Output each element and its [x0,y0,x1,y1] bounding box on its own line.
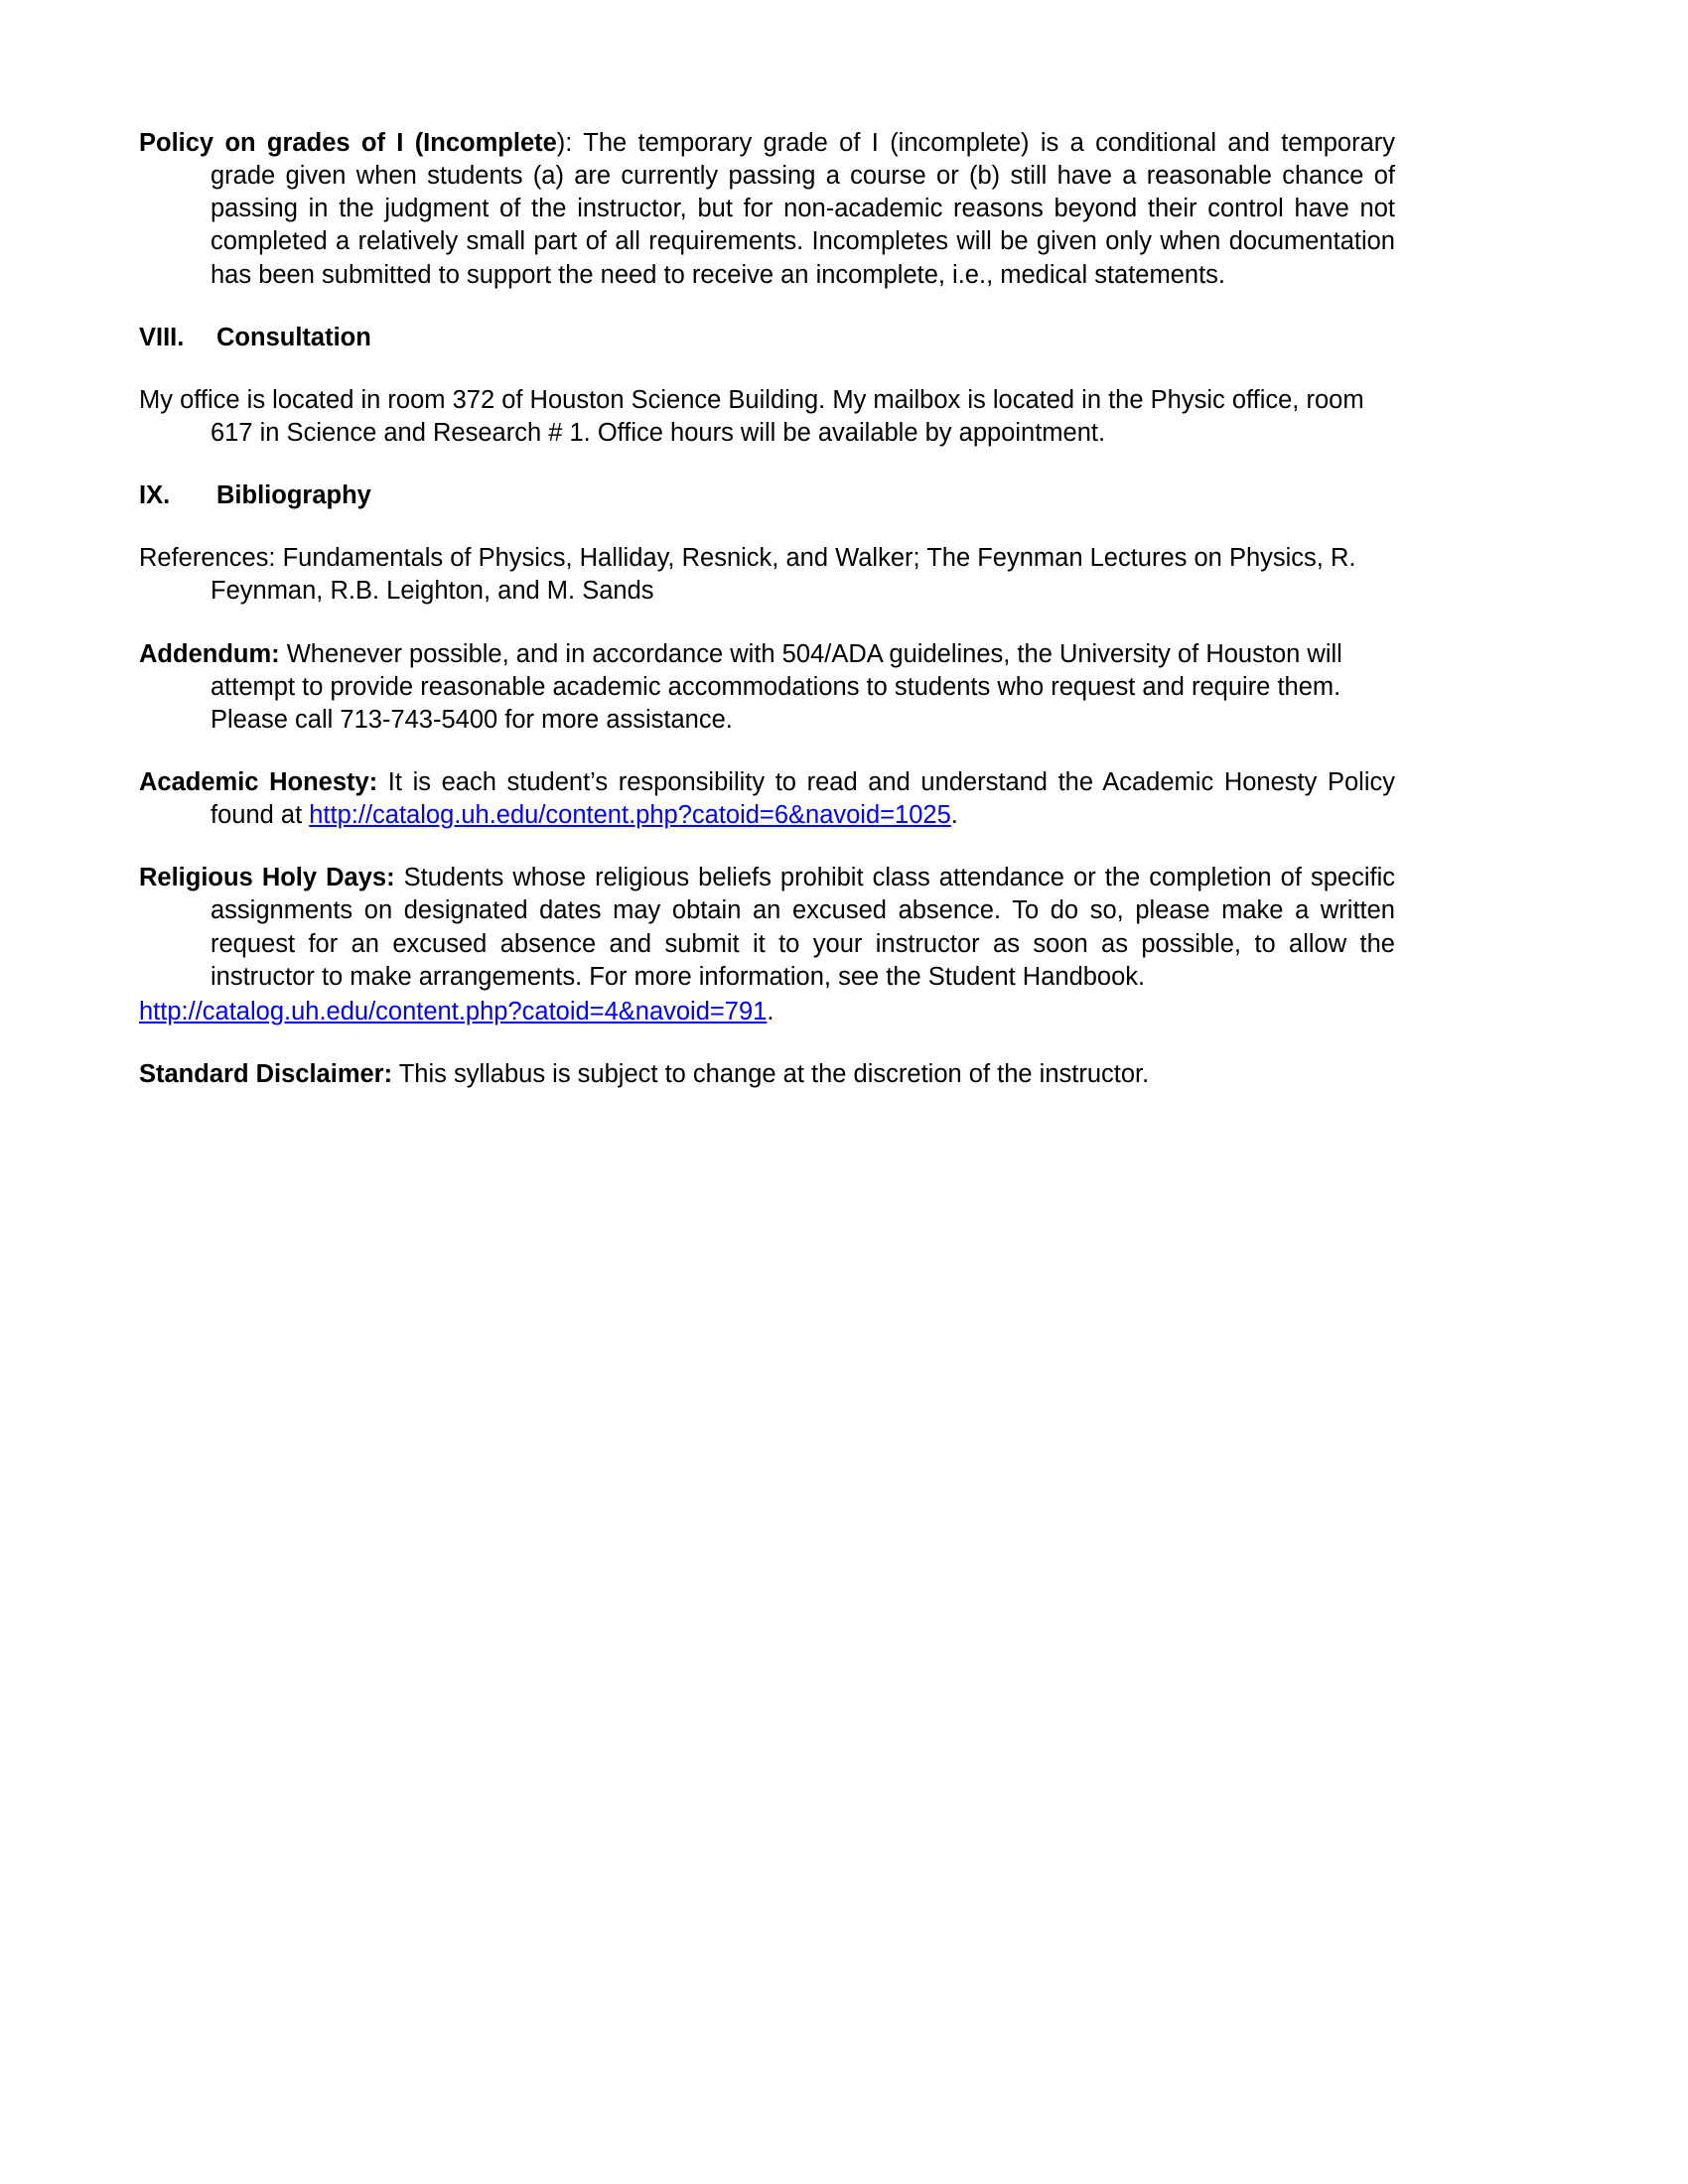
academic-honesty-label: Academic Honesty: [139,767,378,796]
paragraph-incomplete-policy [139,127,1395,292]
section-numeral-bibliography: IX. [139,481,171,510]
academic-honesty-policy-link[interactable]: http://catalog.uh.edu/content.php?catoid=6&navoid=1025 [309,801,951,830]
student-handbook-link[interactable]: http://catalog.uh.edu/content.php?catoid=4&navoid=791 [139,997,768,1025]
academic-honesty-body-after-link: . [950,801,958,830]
academic-honesty-body-before-link: It is each student’s responsibility to read and understand the Academic Honesty Policy found at [211,767,1395,830]
paragraph-consultation-body [139,384,1395,450]
section-title-consultation: Consultation [216,323,371,351]
paragraph-student-handbook-url [139,996,1395,1028]
paragraph-references [139,542,1395,608]
standard-disclaimer-body: This syllabus is subject to change at the discretion of the instructor. [392,1059,1150,1088]
incomplete-policy-label: Policy on grades of I (Incomplete [139,129,557,157]
paragraph-standard-disclaimer [139,1058,1395,1091]
section-heading-bibliography [139,479,1395,512]
student-handbook-link-trailing: . [767,997,774,1025]
consultation-body-text: My office is located in room 372 of Houston Science Building. My mailbox is located in the Physic office, room 617 in Science and Research # 1. Office hours will be available by appointment. [139,385,1364,447]
paragraph-addendum [139,638,1395,737]
paragraph-religious-holy-days [139,862,1395,994]
standard-disclaimer-label: Standard Disclaimer: [139,1059,393,1088]
addendum-body: Whenever possible, and in accordance with 504/ADA guidelines, the University of Houston will attempt to provide reasonable academic accommodations to students who request and require them. Please call 713-743-5400 for more assistance. [211,639,1342,734]
incomplete-policy-body: ): The temporary grade of I (incomplete) is a conditional and temporary grade given when students (a) are currently passing a course or (b) still have a reasonable chance of passing in the judgment of the instructor, but for non-academic reasons beyond their control have not completed a relatively small part of all requirements. Incompletes will be given only when documentation has been submitted to support the need to receive an incomplete, i.e., medical statements. [211,129,1395,289]
references-text: References: Fundamentals of Physics, Halliday, Resnick, and Walker; The Feynman Lectures on Physics, R. Feynman, R.B. Leighton, and M. Sands [139,544,1356,606]
section-heading-consultation [139,322,1395,354]
section-numeral-consultation: VIII. [139,323,185,351]
religious-holy-days-body: Students whose religious beliefs prohibit class attendance or the completion of specific assignments on designated dates may obtain an excused absence. To do so, please make a written request for an excused absence and submit it to your instructor as soon as possible, to allow the instructor to make arrangements. For more information, see the Student Handbook. [211,864,1395,991]
addendum-label: Addendum: [139,639,280,668]
section-title-bibliography: Bibliography [216,481,371,510]
religious-holy-days-label: Religious Holy Days: [139,864,395,892]
paragraph-academic-honesty [139,766,1395,832]
document-body [139,127,1395,1091]
